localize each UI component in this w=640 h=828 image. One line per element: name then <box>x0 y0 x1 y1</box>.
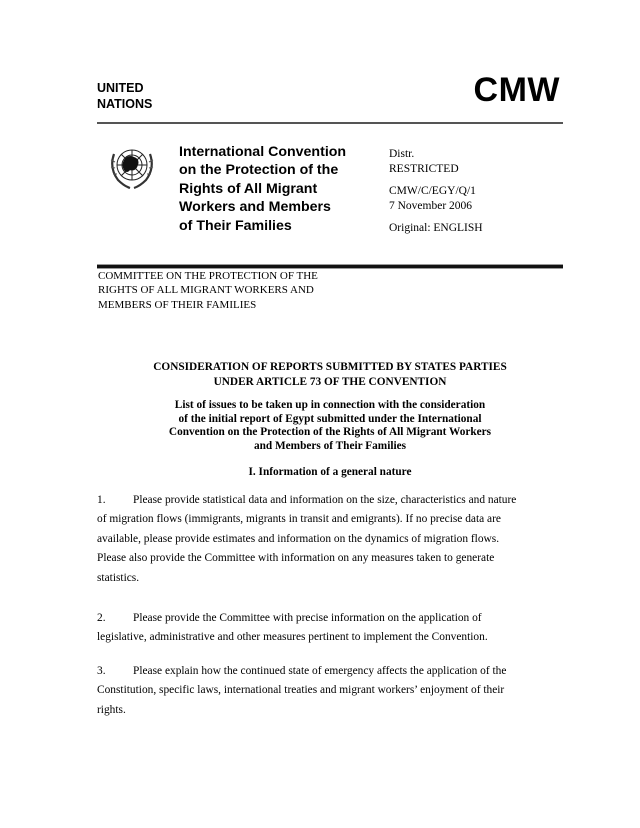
convention-title <box>179 143 346 235</box>
subheading-line: and Members of Their Families <box>253 439 407 452</box>
distribution-info <box>389 147 483 236</box>
organization-name <box>97 80 152 112</box>
sub-heading <box>97 399 563 453</box>
title-line: International Convention <box>179 144 347 160</box>
original-language: Original: ENGLISH <box>389 222 483 234</box>
committee-line: RIGHTS OF ALL MIGRANT WORKERS AND <box>98 284 314 297</box>
paragraph-line: Please also provide the Committee with information on any measures taken to generate <box>97 552 495 565</box>
paragraph-line: statistics. <box>97 571 140 584</box>
distr-value: RESTRICTED <box>389 162 459 175</box>
paragraph-line: rights. <box>97 703 126 716</box>
committee-line: COMMITTEE ON THE PROTECTION OF THE <box>98 270 318 282</box>
paragraph-number: 2. <box>97 612 106 624</box>
subheading-line: List of issues to be taken up in connection with the consideration <box>174 399 486 411</box>
paragraph-number: 1. <box>97 494 106 506</box>
heading-line: UNDER ARTICLE 73 OF THE CONVENTION <box>213 375 447 388</box>
distr-label: Distr. <box>389 148 415 160</box>
un-emblem-icon <box>104 140 160 196</box>
org-line-2: NATIONS <box>97 97 153 111</box>
section-title: I. Information of a general nature <box>248 466 412 478</box>
subheading-line: of the initial report of Egypt submitted under the International <box>178 412 482 425</box>
paragraph-1 <box>97 491 567 588</box>
committee-name <box>98 269 318 312</box>
paragraph-line: Please explain how the continued state of emergency affects the application of the <box>133 665 507 677</box>
title-line: Workers and Members <box>179 199 331 216</box>
paragraph-3 <box>97 662 567 720</box>
paragraph-line: Please provide statistical data and information on the size, characteristics and nature <box>133 494 517 506</box>
paragraph-line: available, please provide estimates and information on the dynamics of migration flows. <box>97 532 500 545</box>
committee-line: MEMBERS OF THEIR FAMILIES <box>98 298 257 311</box>
header-divider <box>97 122 563 124</box>
subheading-line: Convention on the Protection of the Rights of All Migrant Workers <box>168 426 492 439</box>
paragraph-line: Please provide the Committee with precise information on the application of <box>133 612 482 624</box>
paragraph-line: of migration flows (immigrants, migrants in transit and emigrants). If no precise data are <box>97 513 501 526</box>
title-line: Rights of All Migrant <box>179 180 318 197</box>
document-date: 7 November 2006 <box>389 199 473 212</box>
paragraph-number: 3. <box>97 665 106 677</box>
document-series-symbol: CMW <box>473 71 560 109</box>
org-line-1: UNITED <box>97 81 144 95</box>
heading-line: CONSIDERATION OF REPORTS SUBMITTED BY STATES PARTIES <box>153 361 507 373</box>
paragraph-2 <box>97 609 567 648</box>
title-line: on the Protection of the <box>179 162 339 179</box>
document-symbol: CMW/C/EGY/Q/1 <box>389 185 476 197</box>
paragraph-line: Constitution, specific laws, international treaties and migrant workers’ enjoyment of their <box>97 684 505 697</box>
paragraph-line: legislative, administrative and other measures pertinent to implement the Convention. <box>97 631 488 644</box>
main-heading <box>97 360 563 389</box>
title-line: of Their Families <box>179 217 292 234</box>
